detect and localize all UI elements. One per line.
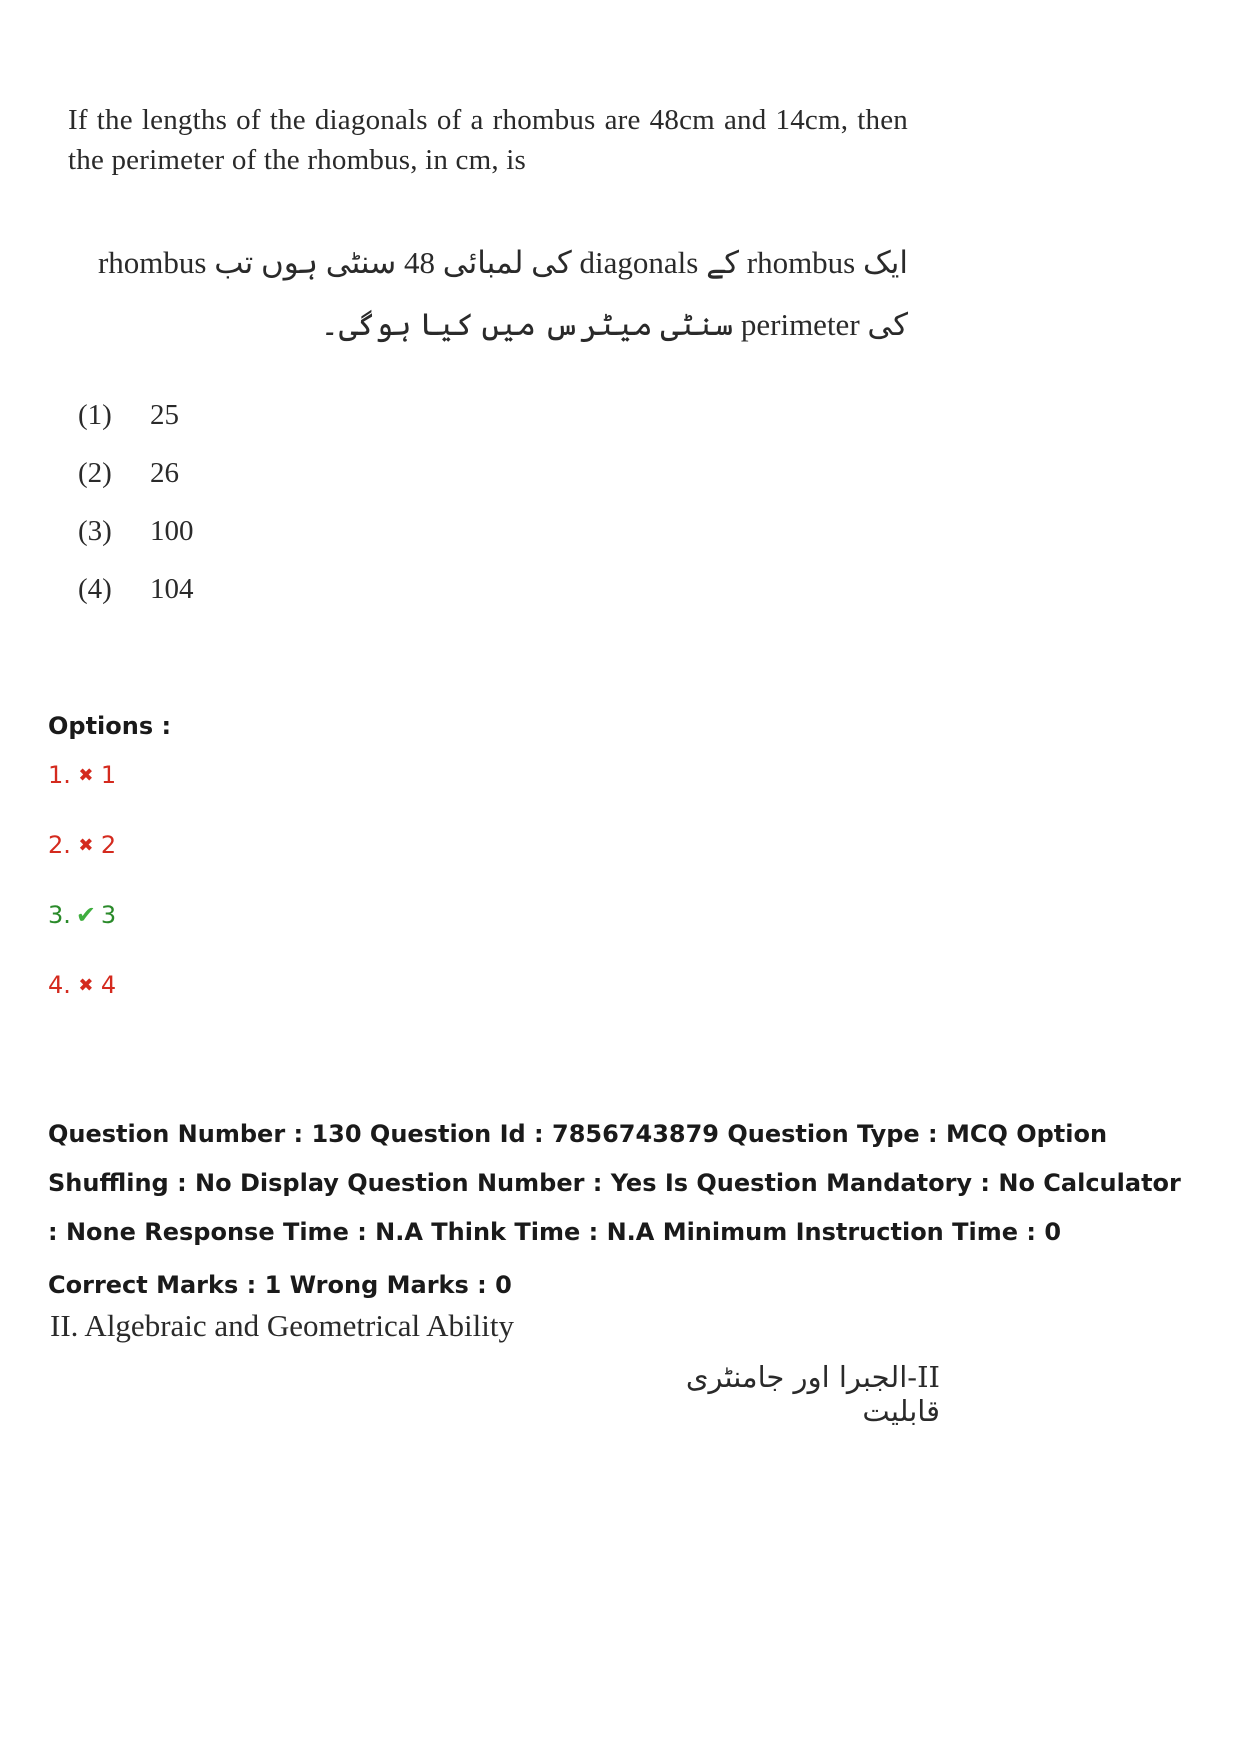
option-value: 1	[100, 761, 117, 789]
choice-number: (3)	[78, 514, 112, 547]
option-value: 3	[100, 901, 117, 929]
options-title: Options :	[48, 712, 172, 740]
option-3	[48, 880, 171, 950]
choice-value: 100	[150, 514, 194, 547]
choice-value: 26	[150, 456, 179, 489]
question-image	[68, 100, 908, 618]
question-details: Question Number : 130 Question Id : 7856743879 Question Type : MCQ Option Shuffling : No Display Question Number : Yes Is Question Mandatory : No Calculator : None Response Time : N.A Think Time : N.A Minimum Instruction Time : 0	[48, 1120, 1181, 1246]
options-section	[48, 712, 171, 1020]
question-choice	[68, 444, 908, 502]
option-value: 2	[100, 831, 117, 859]
choice-number: (1)	[78, 398, 112, 431]
section-title-urdu: II-الجبرا اور جامنٹری قابلیت	[685, 1360, 940, 1428]
question-choice	[68, 560, 908, 618]
choice-value: 25	[150, 398, 179, 431]
option-index: 3.	[48, 901, 71, 929]
option-value: 4	[100, 971, 117, 999]
check-icon: ✔	[75, 901, 96, 929]
option-index: 1.	[48, 761, 71, 789]
option-index: 2.	[48, 831, 71, 859]
cross-icon: ✖	[78, 834, 94, 856]
option-2	[48, 810, 171, 880]
marks-line: Correct Marks : 1 Wrong Marks : 0	[48, 1271, 512, 1299]
section-title-english: II. Algebraic and Geometrical Ability	[50, 1308, 514, 1343]
option-1	[48, 740, 171, 810]
question-choice	[68, 386, 908, 444]
cross-icon: ✖	[78, 764, 94, 786]
question-meta	[48, 1110, 1198, 1310]
cross-icon: ✖	[78, 974, 94, 996]
choice-value: 104	[150, 572, 194, 605]
choice-number: (4)	[78, 572, 112, 605]
question-choices	[68, 386, 908, 618]
option-index: 4.	[48, 971, 71, 999]
question-choice	[68, 502, 908, 560]
option-4	[48, 950, 171, 1020]
question-text-urdu: ایک rhombus کے diagonals کی لمبائی 48 سنٹی ہوں تب rhombus کی perimeter سنٹی میٹرس میں کیا ہوگی۔	[97, 245, 908, 342]
choice-number: (2)	[78, 456, 112, 489]
question-text-english: If the lengths of the diagonals of a rhombus are 48cm and 14cm, then the perimeter of the rhombus, in cm, is	[68, 104, 908, 176]
